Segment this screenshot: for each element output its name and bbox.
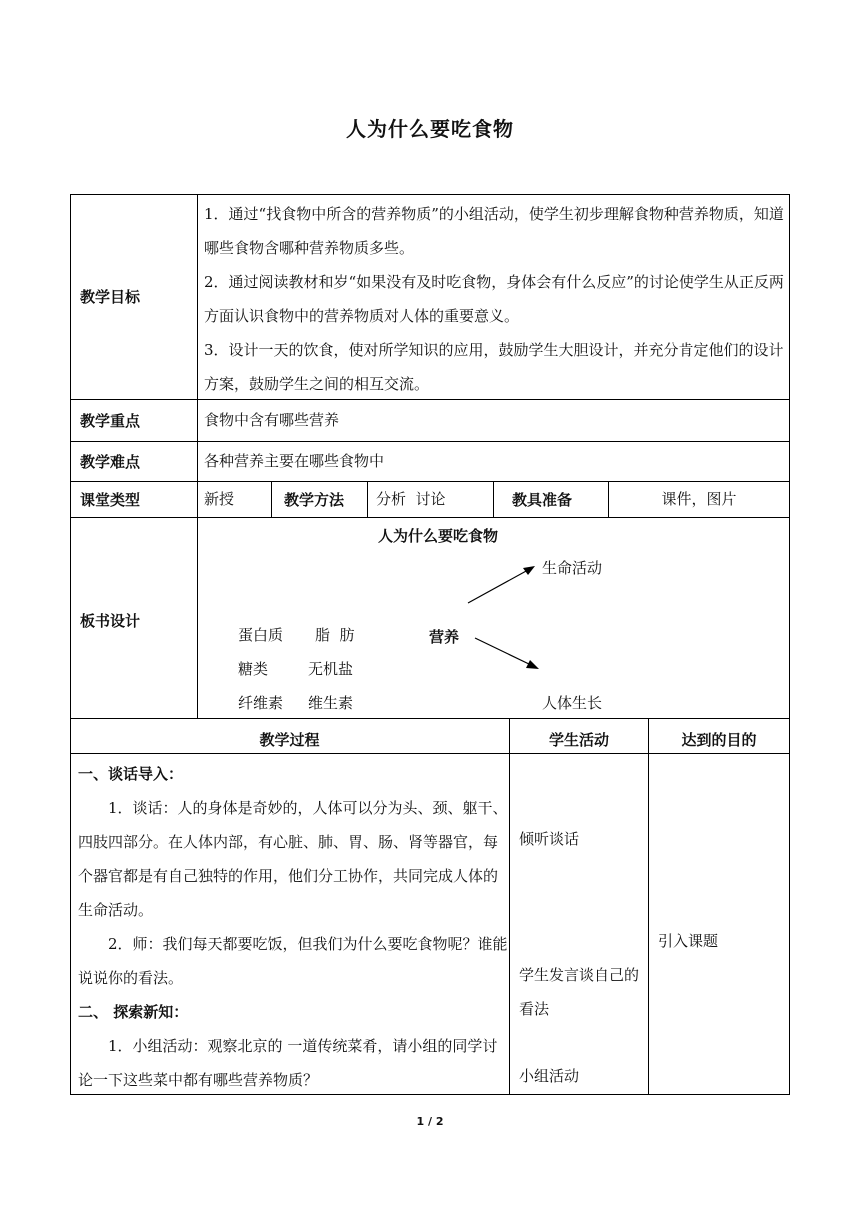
- nutrient-item: 脂 肪: [315, 626, 355, 644]
- class-type-label: 课堂类型: [80, 491, 141, 509]
- nutrient-item: 糖类: [238, 660, 269, 678]
- objectives-label: 教学目标: [80, 288, 141, 306]
- table-border-left: [70, 194, 71, 1095]
- objective-item: 3．设计一天的饮食，使对所学知识的应用，鼓励学生大胆设计，并充分肯定他们的设计方案，鼓励学生之间的相互交流。: [204, 341, 784, 393]
- activity-item: 倾听谈话: [519, 830, 580, 848]
- method-value: 分析 讨论: [376, 490, 446, 508]
- activity-header: 学生活动: [548, 731, 609, 749]
- section-heading: 二、 探索新知：: [78, 1003, 189, 1021]
- column-divider: [367, 481, 368, 518]
- objectives-list: [204, 197, 784, 401]
- board-arrows: [465, 562, 545, 674]
- column-divider: [648, 718, 649, 1095]
- arrow-down-head: [526, 660, 539, 669]
- row-divider: [70, 517, 790, 518]
- class-type-value: 新授: [204, 490, 235, 508]
- process-paragraph: 1．小组活动：观察北京的 一道传统菜肴，请小组的同学讨论一下这些菜中都有哪些营养物质？: [78, 1037, 498, 1089]
- row-divider: [70, 753, 790, 754]
- board-top-branch: 生命活动: [542, 559, 603, 577]
- tools-label: 教具准备: [512, 491, 573, 509]
- lesson-plan-table: [70, 194, 790, 1095]
- key-point-value: 食物中含有哪些营养: [204, 411, 340, 429]
- row-divider: [70, 441, 790, 442]
- goal-item: 引入课题: [658, 932, 719, 950]
- column-divider: [509, 718, 510, 1095]
- row-divider: [70, 718, 790, 719]
- goal-header: 达到的目的: [681, 731, 757, 749]
- arrow-up-head: [523, 566, 535, 575]
- activity-item: 学生发言谈自己的看法: [519, 966, 640, 1018]
- process-content: [78, 757, 508, 1097]
- activity-item: 小组活动: [519, 1067, 580, 1085]
- board-label: 板书设计: [80, 612, 141, 630]
- process-paragraph: 2．师：我们每天都要吃饭，但我们为什么要吃食物呢？谁能说说你的看法。: [78, 935, 508, 987]
- column-divider: [493, 481, 494, 518]
- column-divider: [197, 194, 198, 719]
- board-center: 营养: [429, 628, 460, 646]
- difficulty-label: 教学难点: [80, 453, 141, 471]
- table-border-top: [70, 194, 790, 195]
- arrow-down-line: [475, 638, 531, 665]
- process-paragraph: 1．谈话：人的身体是奇妙的，人体可以分为头、颈、躯干、四肢四部分。在人体内部，有心脏、肺、胃、肠、肾等器官，每个器官都是有自己独特的作用，他们分工协作，共同完成人体的生命活动。: [78, 799, 508, 919]
- objective-item: 1．通过“找食物中所含的营养物质”的小组活动，使学生初步理解食物种营养物质，知道哪些食物含哪种营养物质多些。: [204, 205, 784, 257]
- difficulty-value: 各种营养主要在哪些食物中: [204, 452, 385, 470]
- document-title: 人为什么要吃食物: [346, 117, 514, 141]
- column-divider: [271, 481, 272, 518]
- section-heading: 一、谈话导入：: [78, 765, 184, 783]
- board-title: 人为什么要吃食物: [378, 527, 499, 545]
- arrow-up-line: [468, 570, 528, 603]
- nutrient-item: 维生素: [308, 694, 354, 712]
- process-header: 教学过程: [259, 731, 320, 749]
- nutrient-item: 蛋白质: [238, 626, 284, 644]
- nutrient-item: 纤维素: [238, 694, 284, 712]
- nutrient-item: 无机盐: [308, 660, 354, 678]
- tools-value: 课件，图片: [661, 490, 737, 508]
- board-bottom-branch: 人体生长: [542, 694, 603, 712]
- method-label: 教学方法: [284, 491, 345, 509]
- key-point-label: 教学重点: [80, 412, 141, 430]
- page-number: 1 / 2: [416, 1115, 444, 1128]
- objective-item: 2．通过阅读教材和岁“如果没有及时吃食物，身体会有什么反应”的讨论使学生从正反两方面认识食物中的营养物质对人体的重要意义。: [204, 273, 784, 325]
- table-border-right: [789, 194, 790, 1095]
